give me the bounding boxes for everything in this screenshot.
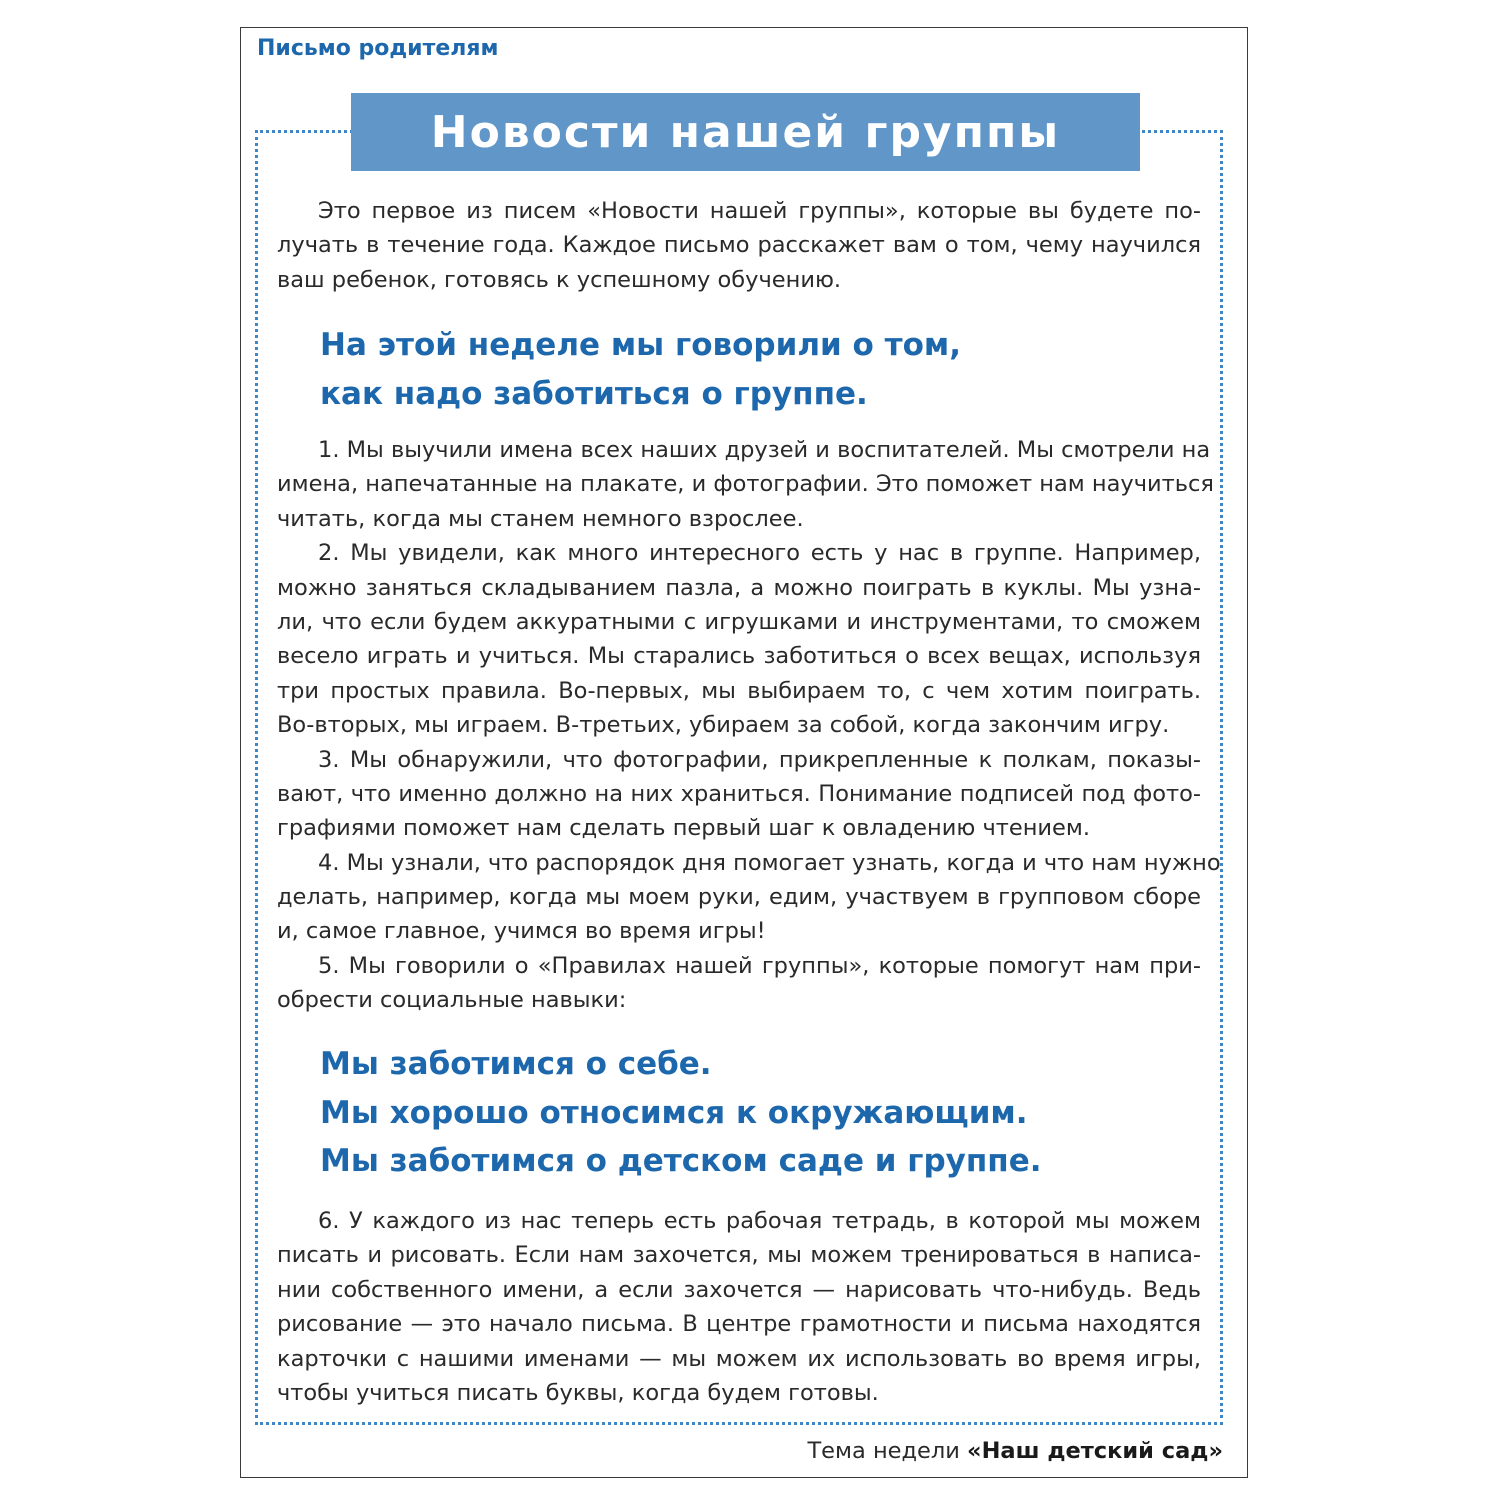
item-line: вают, что именно должно на них храниться. Понимание подписей под фото- — [277, 780, 1201, 807]
intro-line: Это первое из писем «Новости нашей группы», которые вы будете по- — [318, 198, 1201, 224]
footer-theme — [807, 1438, 1223, 1464]
item-line: можно заняться складыванием пазла, а можно поиграть в куклы. Мы узна- — [277, 574, 1201, 601]
item-line: графиями поможет нам сделать первый шаг к овладению чтением. — [277, 815, 1090, 842]
item6-line: чтобы учиться писать буквы, когда будем готовы. — [277, 1379, 879, 1406]
rule-line: Мы заботимся о детском саде и группе. — [320, 1143, 1042, 1179]
week-heading — [320, 321, 961, 418]
item6-line: писать и рисовать. Если нам захочется, мы можем тренироваться в написа- — [277, 1242, 1201, 1269]
group-rules — [320, 1040, 1042, 1186]
item-line: 1. Мы выучили имена всех наших друзей и воспитателей. Мы смотрели на — [318, 437, 1211, 463]
footer-prefix: Тема недели — [807, 1438, 968, 1464]
intro-paragraph — [277, 194, 1201, 297]
item-line: 3. Мы обнаружили, что фотографии, прикрепленные к полкам, показы- — [318, 746, 1201, 773]
item6-line: рисование — это начало письма. В центре грамотности и письма находятся — [277, 1311, 1201, 1338]
footer-theme-name: «Наш детский сад» — [967, 1438, 1223, 1464]
item-line: 2. Мы увидели, как много интересного есть у нас в группе. Например, — [318, 540, 1201, 567]
item-line: весело играть и учиться. Мы старались заботиться о всех вещах, используя — [277, 643, 1201, 670]
rule-line: Мы хорошо относимся к окружающим. — [320, 1094, 1028, 1131]
items-list — [277, 433, 1221, 1018]
page-title: Новости нашей группы — [430, 106, 1061, 158]
item6-line: карточки с нашими именами — мы можем их использовать во время игры, — [277, 1345, 1201, 1372]
item6-paragraph — [277, 1204, 1201, 1410]
item-line: Во-вторых, мы играем. В-третьих, убираем за собой, когда закончим игру. — [277, 712, 1170, 739]
item-line: имена, напечатанные на плакате, и фотографии. Это поможет нам научиться — [277, 471, 1214, 498]
rule-line: Мы заботимся о себе. — [320, 1046, 712, 1082]
item6-line: 6. У каждого из нас теперь есть рабочая тетрадь, в которой мы можем — [318, 1208, 1201, 1234]
header-label: Письмо родителям — [257, 36, 499, 61]
item-line: три простых правила. Во-первых, мы выбираем то, с чем хотим поиграть. — [277, 677, 1201, 704]
intro-line: ваш ребенок, готовясь к успешному обучению. — [277, 266, 842, 293]
item-line: ли, что если будем аккуратными с игрушками и инструментами, то сможем — [277, 608, 1201, 635]
week-heading-line: На этой неделе мы говорили о том, — [320, 327, 962, 363]
item-line: 5. Мы говорили о «Правилах нашей группы», которые помогут нам при- — [318, 952, 1201, 979]
title-banner — [351, 93, 1140, 171]
item-line: читать, когда мы станем немного взрослее. — [277, 505, 804, 532]
intro-line: лучать в течение года. Каждое письмо расскажет вам о том, чему научился — [277, 232, 1201, 259]
item-line: делать, например, когда мы моем руки, едим, участвуем в групповом сборе — [277, 884, 1201, 911]
item-line: 4. Мы узнали, что распорядок дня помогает узнать, когда и что нам нужно — [318, 849, 1221, 876]
item-line: обрести социальные навыки: — [277, 987, 627, 1014]
item6-line: нии собственного имени, а если захочется — нарисовать что-нибудь. Ведь — [277, 1276, 1201, 1303]
item-line: и, самое главное, учимся во время игры! — [277, 918, 766, 945]
week-heading-line: как надо заботиться о группе. — [320, 375, 868, 412]
